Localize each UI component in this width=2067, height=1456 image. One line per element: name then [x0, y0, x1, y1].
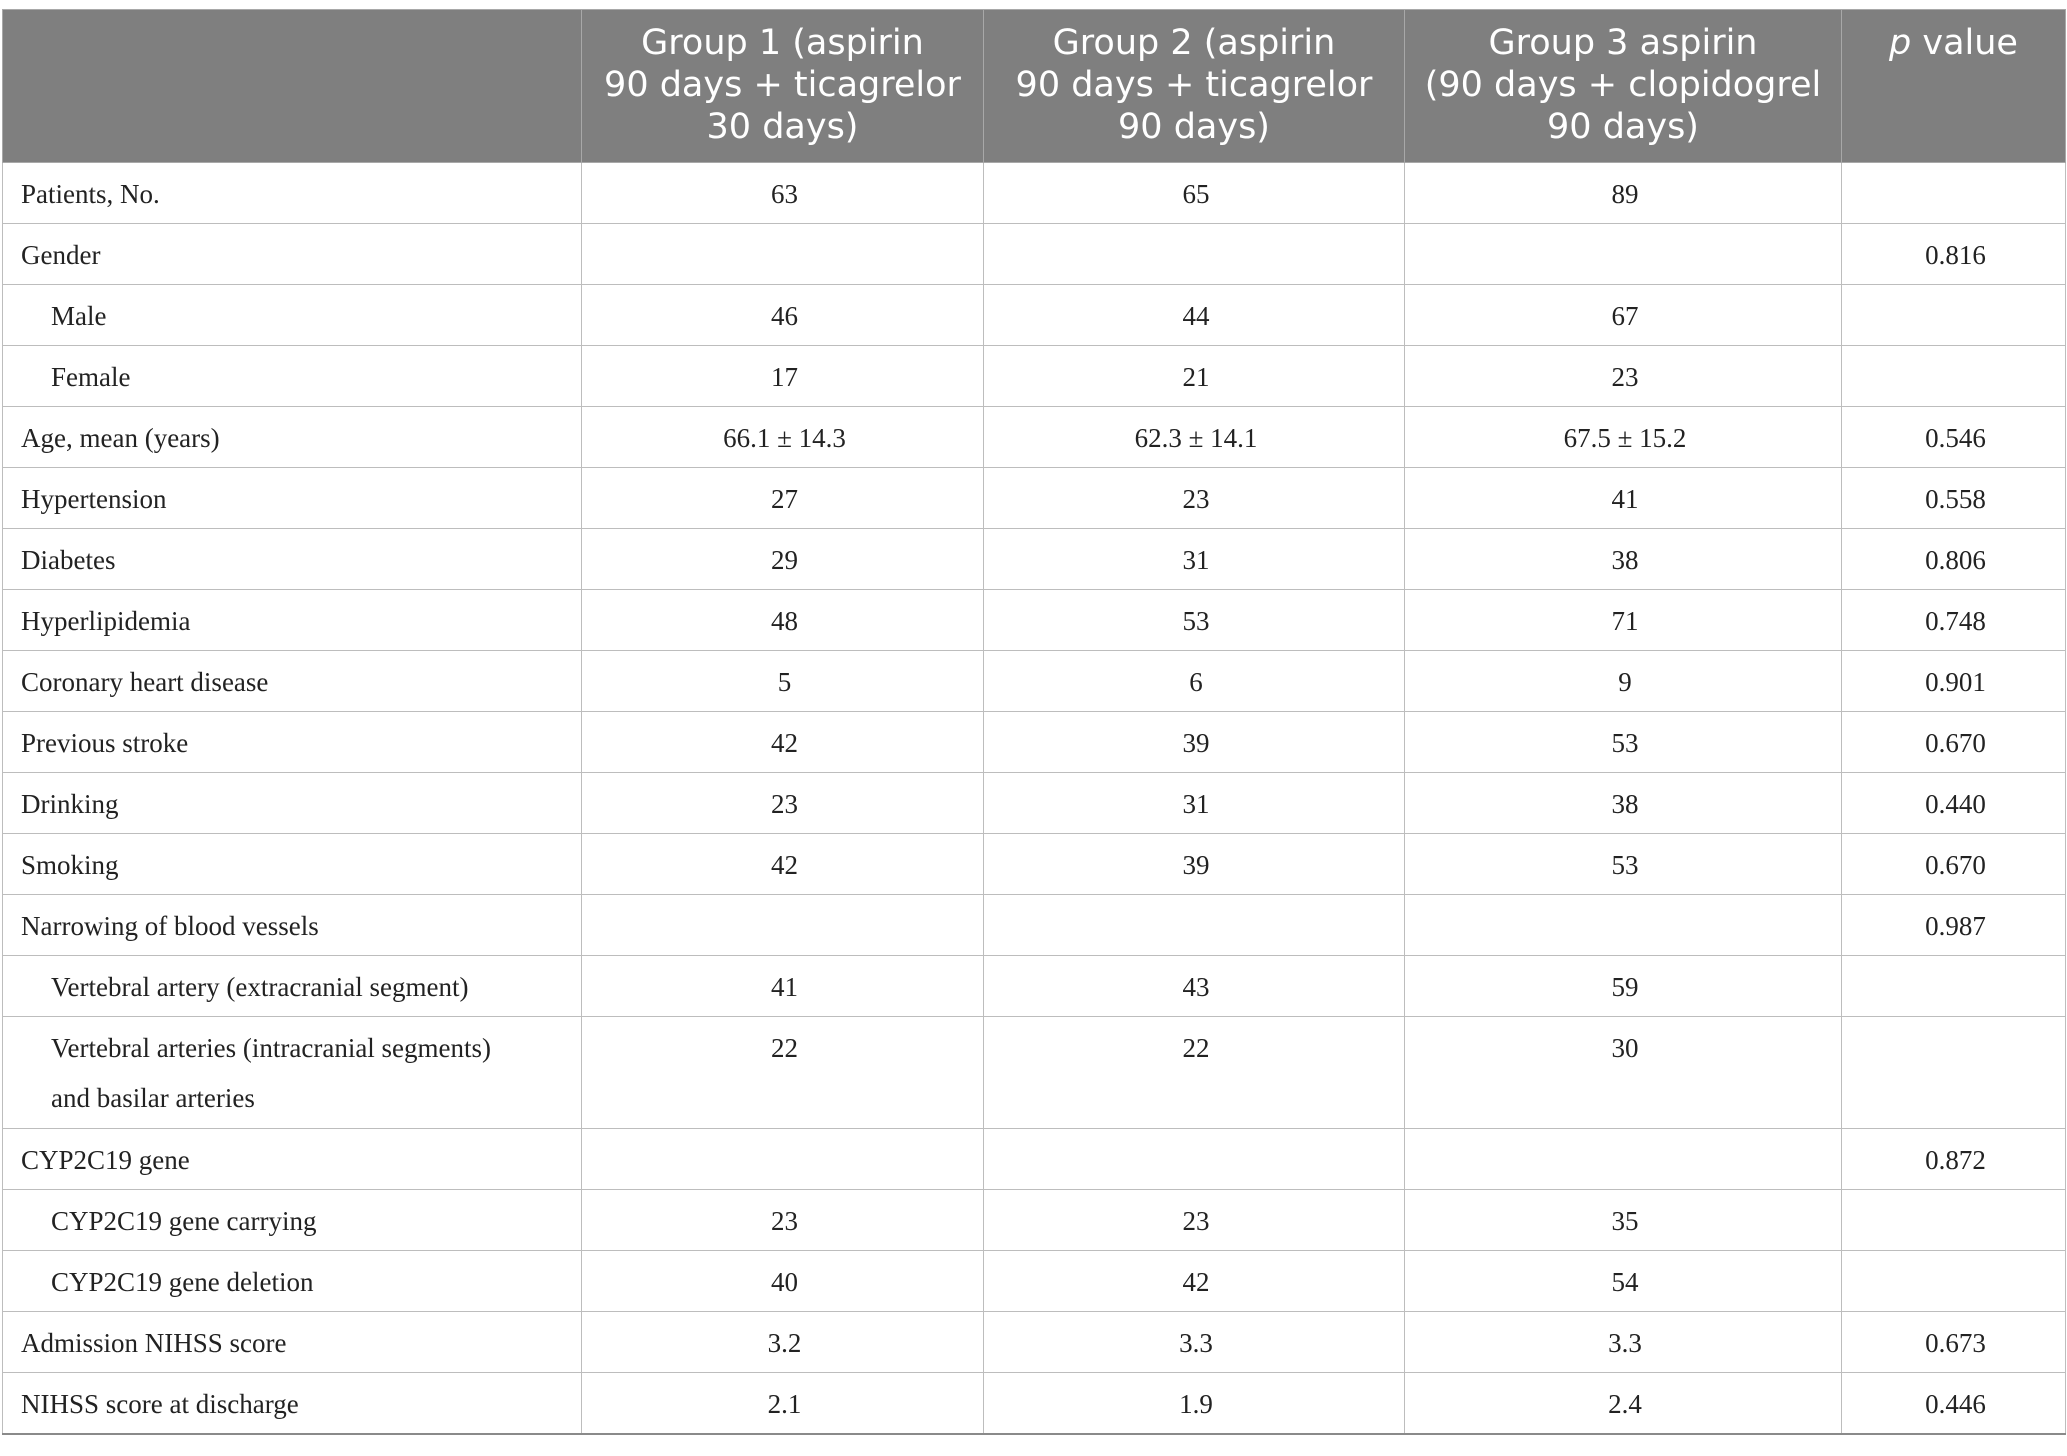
table-row	[3, 834, 2066, 895]
table-row	[3, 956, 2066, 1017]
p-value: 0.558	[1842, 468, 2066, 529]
group-2-value: 39	[984, 834, 1405, 895]
row-label: Female	[3, 346, 582, 407]
group-3-value	[1405, 1129, 1842, 1190]
p-value	[1842, 163, 2066, 224]
p-value: 0.872	[1842, 1129, 2066, 1190]
group-1-value: 3.2	[582, 1312, 984, 1373]
p-value	[1842, 346, 2066, 407]
group-3-value: 9	[1405, 651, 1842, 712]
p-value: 0.670	[1842, 834, 2066, 895]
table-row	[3, 1129, 2066, 1190]
group-3-value: 67.5 ± 15.2	[1405, 407, 1842, 468]
group-2-value	[984, 224, 1405, 285]
row-label: CYP2C19 gene carrying	[3, 1190, 582, 1251]
p-value	[1842, 956, 2066, 1017]
p-value: 0.748	[1842, 590, 2066, 651]
group-2-value: 44	[984, 285, 1405, 346]
group-1-value: 22	[582, 1017, 984, 1129]
group-1-value: 23	[582, 773, 984, 834]
row-label: NIHSS score at discharge	[3, 1373, 582, 1434]
row-label: Smoking	[3, 834, 582, 895]
table-row	[3, 651, 2066, 712]
group-1-value	[582, 895, 984, 956]
group-1-value: 2.1	[582, 1373, 984, 1434]
group-3-value: 54	[1405, 1251, 1842, 1312]
group-3-value: 30	[1405, 1017, 1842, 1129]
group-2-value: 39	[984, 712, 1405, 773]
group-1-value: 40	[582, 1251, 984, 1312]
group-3-value: 59	[1405, 956, 1842, 1017]
row-label: Coronary heart disease	[3, 651, 582, 712]
baseline-characteristics-table	[2, 9, 2066, 1435]
row-label: Male	[3, 285, 582, 346]
header-p-rest: value	[1911, 23, 2018, 63]
group-2-value: 31	[984, 773, 1405, 834]
table-row	[3, 773, 2066, 834]
group-2-value: 53	[984, 590, 1405, 651]
p-value: 0.987	[1842, 895, 2066, 956]
p-value	[1842, 1190, 2066, 1251]
group-2-value: 23	[984, 468, 1405, 529]
header-group-2-line-1: Group 2 (aspirin	[1052, 23, 1336, 63]
baseline-characteristics-table-container	[2, 9, 2065, 1435]
table-row	[3, 224, 2066, 285]
group-2-value: 6	[984, 651, 1405, 712]
table-row	[3, 529, 2066, 590]
table-row	[3, 590, 2066, 651]
p-value: 0.901	[1842, 651, 2066, 712]
group-2-value	[984, 895, 1405, 956]
table-row	[3, 1373, 2066, 1434]
header-group-3-line-2: (90 days + clopidogrel	[1424, 65, 1822, 105]
table-row	[3, 1017, 2066, 1129]
group-1-value: 17	[582, 346, 984, 407]
group-3-value: 2.4	[1405, 1373, 1842, 1434]
table-row	[3, 468, 2066, 529]
group-1-value: 66.1 ± 14.3	[582, 407, 984, 468]
group-2-value: 1.9	[984, 1373, 1405, 1434]
row-label: Age, mean (years)	[3, 407, 582, 468]
group-3-value: 53	[1405, 834, 1842, 895]
header-group-3-line-1: Group 3 aspirin	[1488, 23, 1758, 63]
header-row	[3, 10, 2066, 163]
header-group-1	[582, 10, 984, 163]
row-label: Narrowing of blood vessels	[3, 895, 582, 956]
group-3-value: 71	[1405, 590, 1842, 651]
p-value: 0.546	[1842, 407, 2066, 468]
header-group-2	[984, 10, 1405, 163]
row-label-line-1: Vertebral arteries (intracranial segments)	[51, 1033, 492, 1063]
p-value	[1842, 1017, 2066, 1129]
group-2-value: 42	[984, 1251, 1405, 1312]
row-label	[3, 1017, 582, 1129]
table-row	[3, 1312, 2066, 1373]
group-2-value: 43	[984, 956, 1405, 1017]
group-2-value: 3.3	[984, 1312, 1405, 1373]
group-1-value: 29	[582, 529, 984, 590]
group-1-value: 48	[582, 590, 984, 651]
table-row	[3, 1190, 2066, 1251]
header-group-3	[1405, 10, 1842, 163]
header-empty-cell	[3, 10, 582, 163]
row-label: Drinking	[3, 773, 582, 834]
group-3-value	[1405, 895, 1842, 956]
header-group-2-line-3: 90 days)	[1118, 107, 1270, 147]
p-value: 0.446	[1842, 1373, 2066, 1434]
table-row	[3, 285, 2066, 346]
row-label: Admission NIHSS score	[3, 1312, 582, 1373]
group-1-value: 5	[582, 651, 984, 712]
table-row	[3, 1251, 2066, 1312]
header-group-1-line-2: 90 days + ticagrelor	[604, 65, 961, 105]
group-1-value	[582, 224, 984, 285]
p-value: 0.670	[1842, 712, 2066, 773]
group-3-value: 23	[1405, 346, 1842, 407]
header-group-3-line-3: 90 days)	[1547, 107, 1699, 147]
row-label-line-2: and basilar arteries	[51, 1083, 255, 1113]
group-3-value: 53	[1405, 712, 1842, 773]
row-label: Diabetes	[3, 529, 582, 590]
p-value: 0.806	[1842, 529, 2066, 590]
group-3-value: 3.3	[1405, 1312, 1842, 1373]
p-value: 0.816	[1842, 224, 2066, 285]
table-row	[3, 712, 2066, 773]
group-2-value: 62.3 ± 14.1	[984, 407, 1405, 468]
group-2-value: 21	[984, 346, 1405, 407]
p-value: 0.440	[1842, 773, 2066, 834]
header-group-2-line-2: 90 days + ticagrelor	[1015, 65, 1373, 105]
row-label: Patients, No.	[3, 163, 582, 224]
table-row	[3, 407, 2066, 468]
group-2-value: 23	[984, 1190, 1405, 1251]
group-1-value: 42	[582, 834, 984, 895]
group-3-value: 41	[1405, 468, 1842, 529]
row-label: Previous stroke	[3, 712, 582, 773]
header-p-value	[1842, 10, 2066, 163]
header-group-1-line-3: 30 days)	[706, 107, 859, 147]
group-3-value: 38	[1405, 529, 1842, 590]
row-label: Hyperlipidemia	[3, 590, 582, 651]
group-1-value: 42	[582, 712, 984, 773]
p-value	[1842, 1251, 2066, 1312]
group-3-value: 35	[1405, 1190, 1842, 1251]
table-row	[3, 895, 2066, 956]
row-label: Gender	[3, 224, 582, 285]
group-1-value: 23	[582, 1190, 984, 1251]
group-2-value: 65	[984, 163, 1405, 224]
group-3-value	[1405, 224, 1842, 285]
group-1-value: 63	[582, 163, 984, 224]
group-1-value: 46	[582, 285, 984, 346]
group-3-value: 89	[1405, 163, 1842, 224]
group-1-value: 27	[582, 468, 984, 529]
table-header	[3, 10, 2066, 163]
group-1-value: 41	[582, 956, 984, 1017]
header-p-italic: p	[1889, 23, 1912, 63]
p-value	[1842, 285, 2066, 346]
table-body	[3, 163, 2066, 1434]
row-label: Vertebral artery (extracranial segment)	[3, 956, 582, 1017]
p-value: 0.673	[1842, 1312, 2066, 1373]
group-3-value: 67	[1405, 285, 1842, 346]
group-2-value: 31	[984, 529, 1405, 590]
table-row	[3, 346, 2066, 407]
header-group-1-line-1: Group 1 (aspirin	[641, 23, 924, 63]
row-label: CYP2C19 gene deletion	[3, 1251, 582, 1312]
group-2-value: 22	[984, 1017, 1405, 1129]
table-row	[3, 163, 2066, 224]
group-3-value: 38	[1405, 773, 1842, 834]
row-label: CYP2C19 gene	[3, 1129, 582, 1190]
group-2-value	[984, 1129, 1405, 1190]
group-1-value	[582, 1129, 984, 1190]
row-label: Hypertension	[3, 468, 582, 529]
